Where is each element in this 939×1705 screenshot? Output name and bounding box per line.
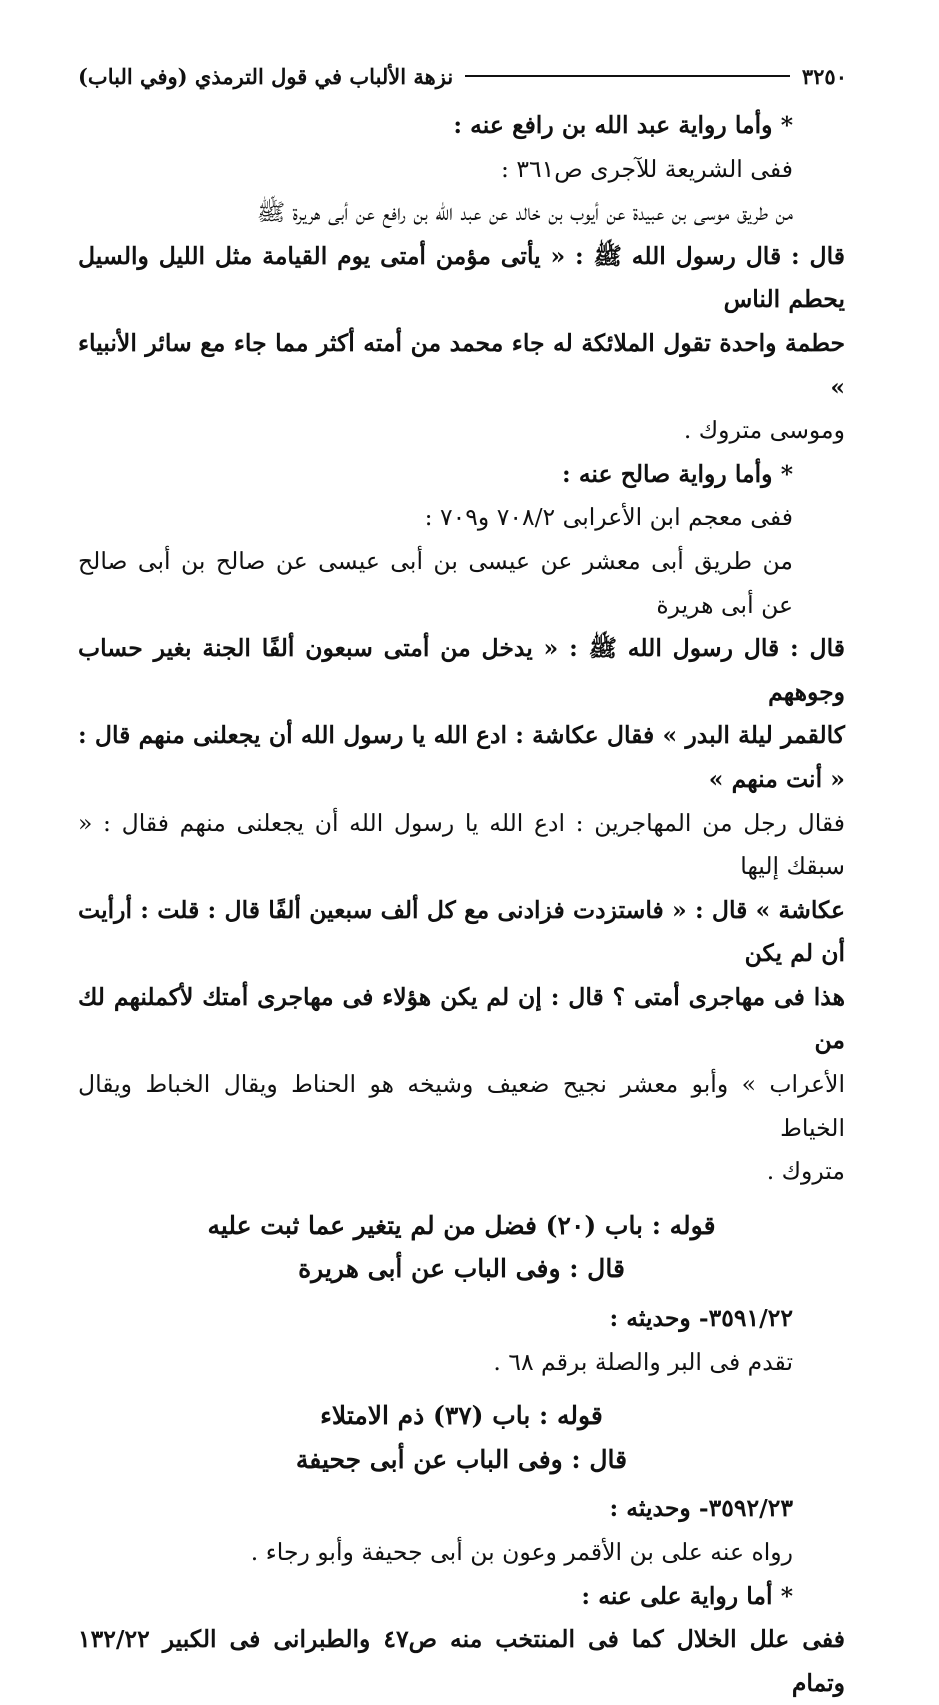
text-line: من طريق موسى بن عبيدة عن أيوب بن خالد عن عبد الله بن رافع عن أبى هريرة ﷺ	[256, 198, 793, 227]
text-line: ففى علل الخلال كما فى المنتخب منه ص٤٧ والطبرانى فى الكبير ١٣٢/٢٢ وتمام	[78, 1625, 845, 1697]
spacer	[78, 1194, 845, 1204]
text-line: فقال رجل من المهاجرين : ادع الله يا رسول الله أن يجعلنى منهم فقال : « سبقك إليها	[78, 808, 845, 881]
chapter-title: قوله : باب (٢٠) فضل من لم يتغير عما ثبت عليه	[207, 1210, 716, 1240]
page-number: ٣٢٥٠	[801, 63, 847, 89]
running-title: نزهة الألباب في قول الترمذي (وفي الباب)	[78, 63, 454, 89]
text-line: الأعراب » وأبو معشر نجيح ضعيف وشيخه هو الحناط ويقال الخباط ويقال الخياط	[78, 1070, 845, 1142]
chapter-title: قوله : باب (٣٧) ذم الامتلاء	[320, 1401, 603, 1431]
text-line: تقدم فى البر والصلة برقم ٦٨ .	[493, 1347, 793, 1376]
spacer	[78, 1384, 845, 1394]
text-line: عكاشة » قال : « فاستزدت فزادنى مع كل ألف سبعين ألفًا قال : قلت : أرأيت أن لم يكن	[78, 895, 845, 968]
text-line: متروك .	[766, 1157, 845, 1186]
text-line: هذا فى مهاجرى أمتى ؟ قال : إن لم يكن هؤلاء فى مهاجرى أمتك لأكملنهم لك من	[78, 982, 845, 1055]
source-line: ففى الشريعة للآجرى ص٣٦١ :	[501, 154, 793, 183]
page-body	[78, 104, 845, 1705]
section-heading: * وأما رواية عبد الله بن رافع عنه :	[453, 111, 793, 139]
section-heading: * وأما رواية صالح عنه :	[561, 459, 793, 488]
text-line: من طريق أبى معشر عن عيسى بن أبى عيسى عن صالح بن أبى صالح عن أبى هريرة	[78, 546, 793, 619]
chapter-subtitle: قال : وفى الباب عن أبى جحيفة	[295, 1444, 628, 1474]
text-line: رواه عنه على بن الأقمر وعون بن أبى جحيفة وأبو رجاء .	[250, 1538, 793, 1566]
text-line: كالقمر ليلة البدر » فقال عكاشة : ادع الله يا رسول الله أن يجعلنى منهم قال : « أنت منهم »	[78, 721, 845, 793]
hadith-number: ٣٥٩١/٢٢- وحديثه :	[609, 1304, 793, 1333]
section-heading: * أما رواية على عنه :	[581, 1581, 793, 1610]
hadith-number: ٣٥٩٢/٢٣- وحديثه :	[609, 1494, 793, 1523]
source-line: ففى معجم ابن الأعرابى ٧٠٨/٢ و٧٠٩ :	[424, 503, 793, 532]
page-header	[78, 58, 847, 94]
chapter-subtitle: قال : وفى الباب عن أبى هريرة	[298, 1254, 625, 1284]
text-line: قال : قال رسول الله ﷺ : « يدخل من أمتى سبعون ألفًا الجنة بغير حساب وجوههم	[78, 634, 845, 706]
header-rule	[465, 75, 790, 77]
text-line: حطمة واحدة تقول الملائكة له جاء محمد من أمته أكثر مما جاء مع سائر الأنبياء »	[78, 328, 845, 401]
text-line: وموسى متروك .	[683, 416, 845, 445]
text-line: قال : قال رسول الله ﷺ : « يأتى مؤمن أمتى يوم القيامة مثل الليل والسيل يحطم الناس	[78, 241, 845, 314]
